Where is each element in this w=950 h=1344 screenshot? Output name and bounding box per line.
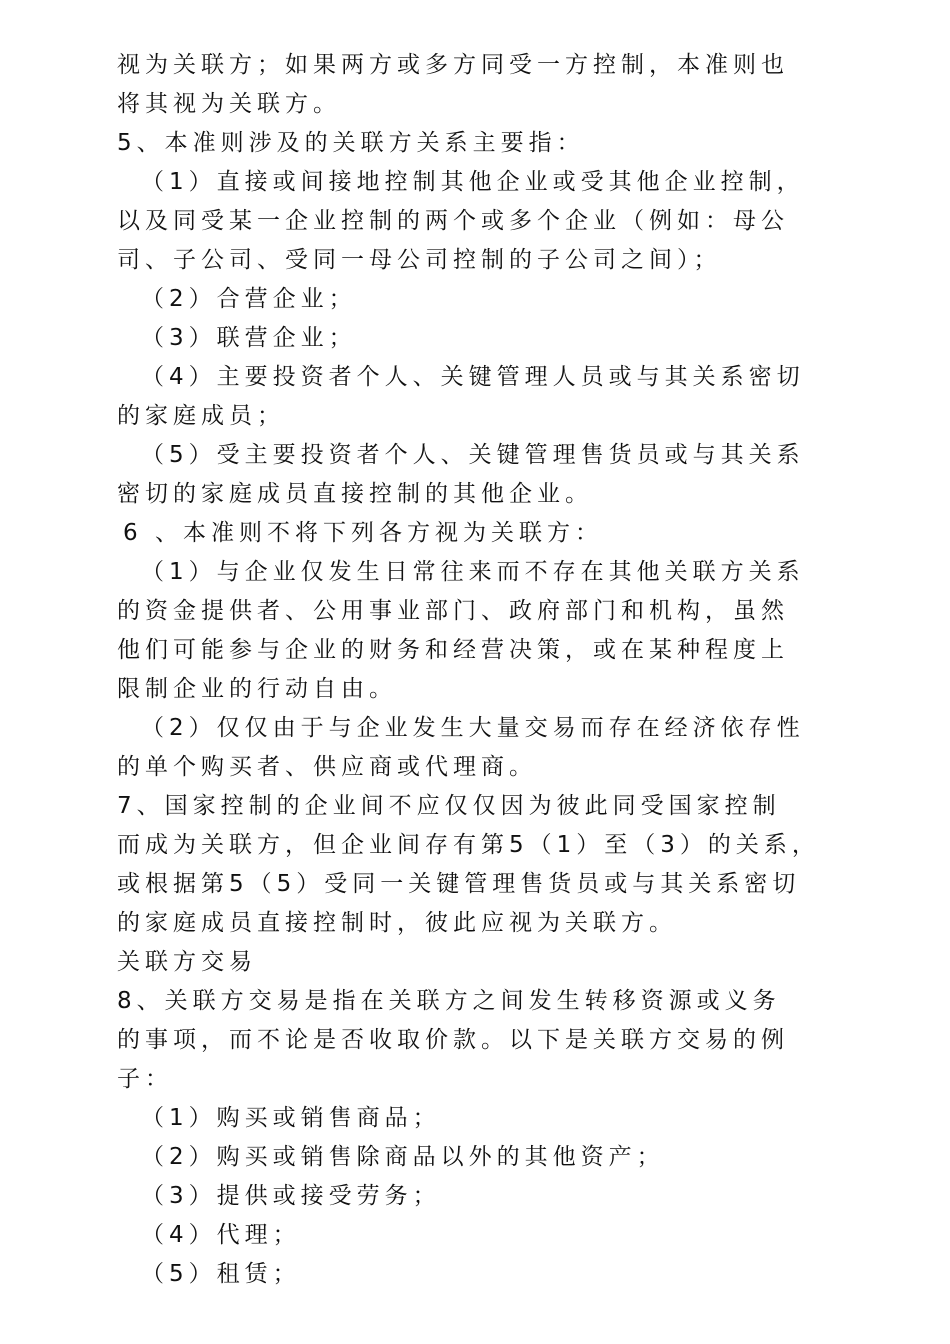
text-line: 的家庭成员； [117,403,285,429]
text-line: 将其视为关联方。 [117,91,341,117]
list-item: （2）合营企业； [141,286,357,312]
list-item: （1）直接或间接地控制其他企业或受其他企业控制， [141,169,805,195]
text-line: 子： [117,1066,173,1092]
text-line: 密切的家庭成员直接控制的其他企业。 [117,481,593,507]
document-body [117,46,862,1294]
text-line: 以及同受某一企业控制的两个或多个企业（例如：母公 [117,208,789,234]
section-heading: 7、国家控制的企业间不应仅仅因为彼此同受国家控制 [117,793,781,819]
list-item: （5）租赁； [141,1261,301,1287]
section-heading: 5、本准则涉及的关联方关系主要指： [117,130,585,156]
section-heading: 8、关联方交易是指在关联方之间发生转移资源或义务 [117,988,781,1014]
text-line: 他们可能参与企业的财务和经营决策，或在某种程度上 [117,637,789,663]
text-line: 视为关联方；如果两方或多方同受一方控制，本准则也 [117,52,789,78]
text-line: 的单个购买者、供应商或代理商。 [117,754,537,780]
list-item: （2）仅仅由于与企业发生大量交易而存在经济依存性 [141,715,805,741]
list-item: （4）主要投资者个人、关键管理人员或与其关系密切 [141,364,805,390]
list-item: （1）购买或销售商品； [141,1105,441,1131]
text-line: 的事项，而不论是否收取价款。以下是关联方交易的例 [117,1027,789,1053]
subsection-title: 关联方交易 [117,949,257,975]
text-line: 限制企业的行动自由。 [117,676,397,702]
section-heading: 6 、本准则不将下列各方视为关联方： [123,520,603,546]
list-item: （3）提供或接受劳务； [141,1183,441,1209]
text-line: 而成为关联方，但企业间存有第5（1）至（3）的关系， [117,832,820,858]
text-line: 或根据第5（5）受同一关键管理售货员或与其关系密切 [117,871,801,897]
text-line: 的资金提供者、公用事业部门、政府部门和机构，虽然 [117,598,789,624]
text-line: 司、子公司、受同一母公司控制的子公司之间）； [117,247,722,273]
list-item: （2）购买或销售除商品以外的其他资产； [141,1144,665,1170]
text-line: 的家庭成员直接控制时，彼此应视为关联方。 [117,910,677,936]
list-item: （1）与企业仅发生日常往来而不存在其他关联方关系 [141,559,805,585]
list-item: （5）受主要投资者个人、关键管理售货员或与其关系 [141,442,805,468]
list-item: （4）代理； [141,1222,301,1248]
list-item: （3）联营企业； [141,325,357,351]
